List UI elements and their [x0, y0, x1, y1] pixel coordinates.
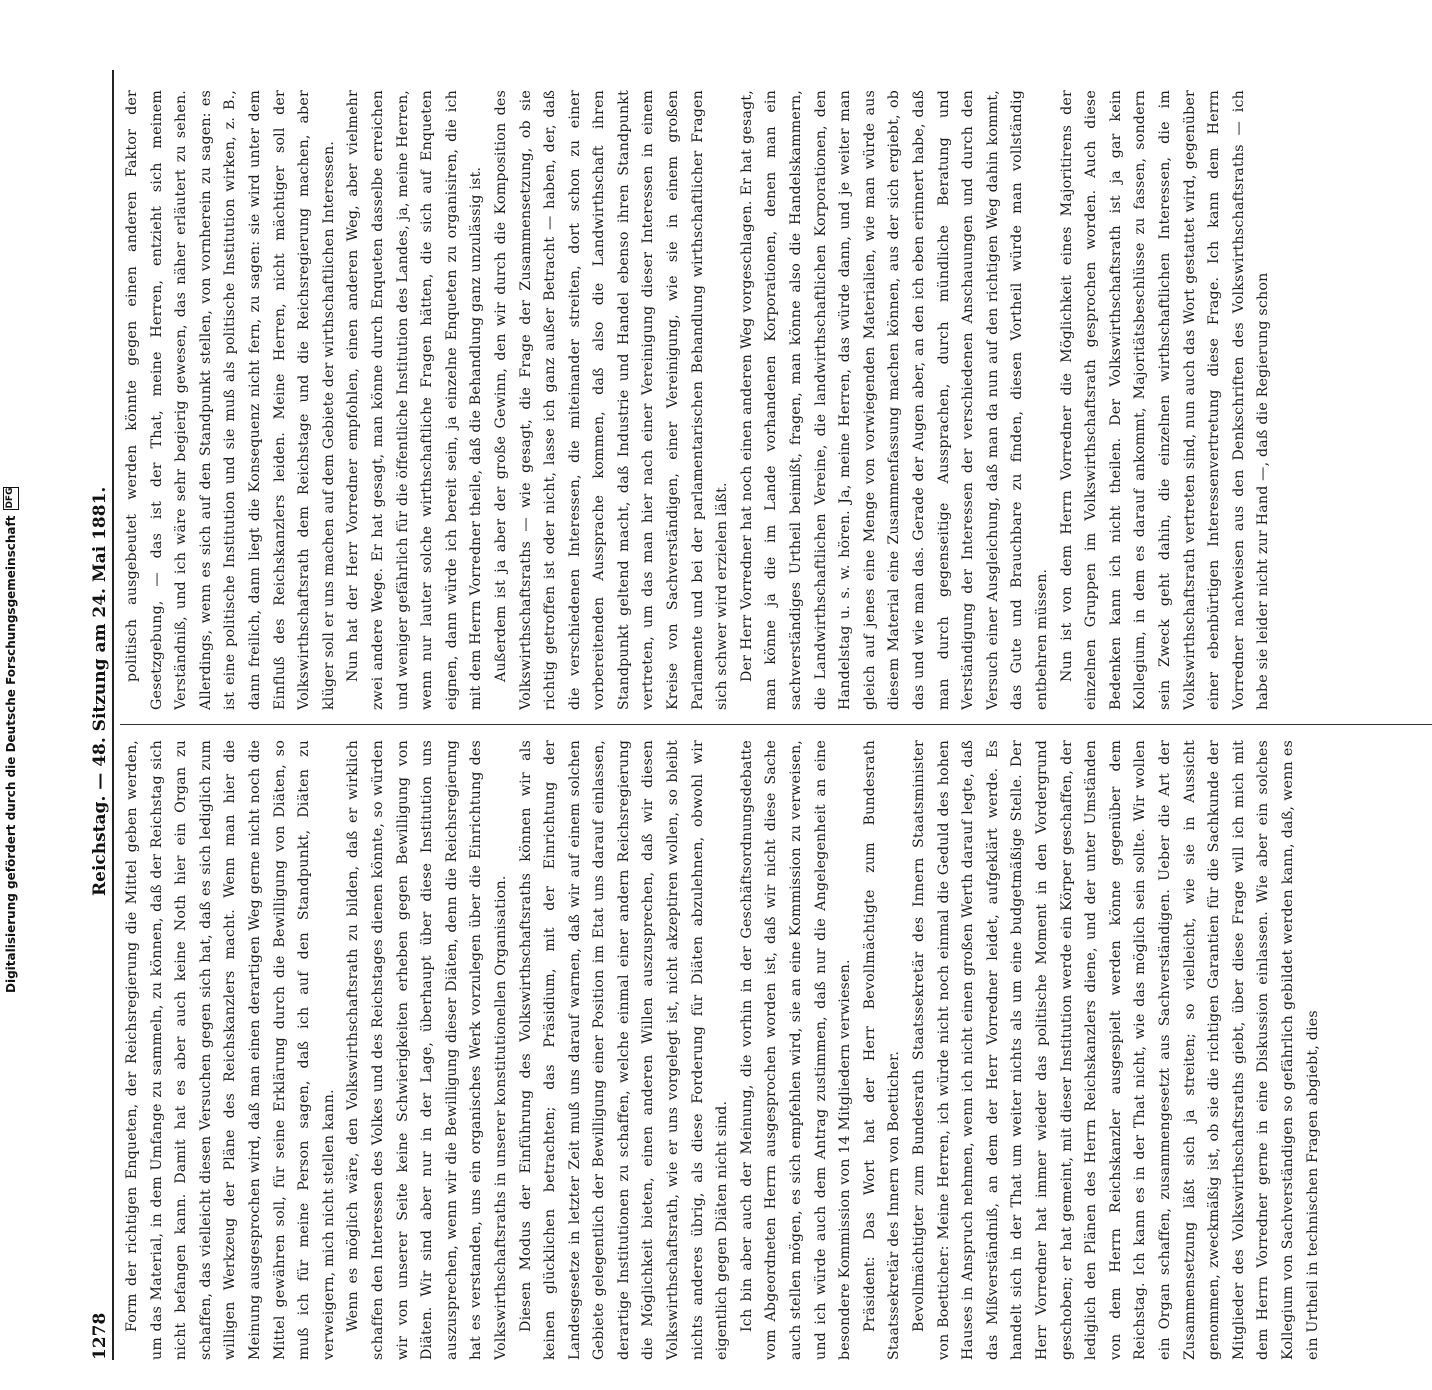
page-header: [88, 70, 114, 1360]
paragraph: Wenn es möglich wäre, den Volkswirthschaftsrath zu bilden, daß er wirklich schaffen den Interessen des Volkes und des Reichstages dienen könnte, so würden wir von unserer Seite keine Schwierigkeiten erheben gegen Bewilligung von Diäten. Wir sind aber nur in der Lage, überhaupt über diese Institution uns auszusprechen, wenn wir die Bewilligung dieser Diäten, denn die Reichsregierung hat es verstanden, uns ein organisches Werk vorzulegen über die Einrichtung des Volkswirthschaftsraths in unserer konstitutionellen Organisation.: [345, 740, 509, 1360]
paragraph: Präsident: Das Wort hat der Herr Bevollmächtigte zum Bundesrath Staatssekretär des Innern von Boetticher.: [861, 740, 903, 1360]
paragraph: Diesen Modus der Einführung des Volkswirthschaftsraths können wir als keinen glücklichen betrachten; das Präsidium, mit der Einrichtung der Landesgesetze in letzter Zeit muß uns darauf warnen, daß wir auf einem solchen Gebiete gelegentlich der Bewilligung einer Position im Etat uns darauf einlassen, derartige Institutionen zu schaffen, welche einmal einer andern Reichsregierung die Möglichkeit bieten, einen anderen Willen auszusprechen, daß wir diesen Volkswirthschaftsrath, wie er uns vorgelegt ist, nicht akzeptiren wollen, so bleibt nichts anderes übrig, als diese Forderung für Diäten abzulehnen, obwohl wir eigentlich gegen Diäten nicht sind.: [517, 740, 731, 1360]
paragraph: politisch ausgebeutet werden könnte gegen einen anderen Faktor der Gesetzgebung, — das ist der That, meine Herren, entzieht sich meinem Verständniß, und ich wäre sehr begierig gewesen, das näher erläutert zu sehen. Allerdings, wenn es sich auf den Standpunkt stellen, von vornherein zu sagen: es ist eine politische Institution und sie muß als politische Institution wirken, z. B., dann freilich, dann liegt die Konsequenz nicht fern, zu sagen: sie wird unter dem Einfluß des Reichskanzlers leiden. Meine Herren, nicht mächtiger soll der Volkswirthschaftsrath dem Reichstage und die Reichsregierung machen, aber klüger soll er uns machen auf dem Gebiete der wirthschaftlichen Interessen.: [124, 90, 337, 710]
paragraph: Bevollmächtigter zum Bundesrath Staatssekretär des Innern Staatsminister von Boetticher: Meine Herren, ich würde nicht noch einmal die Geduld des hohen Hauses in Anspruch nehmen, wenn ich nicht einen großen Werth darauf legte, daß das Mißverständniß, an dem der Herr Vorredner leidet, aufgeklärt werde. Es handelt sich in der That um weiter nichts als um eine budgetmäßige Stelle. Der Herr Vorredner hat immer wieder das politische Moment in den Vordergrund geschoben; er hat gemeint, mit dieser Institution werde ein Körper geschaffen, der lediglich den Plänen des Herrn Reichskanzlers diene, und der unter Umständen von dem Herrn Reichskanzler ausgespielt werden könne gegenüber dem Reichstag. Ich kann es in der That nicht, wie das möglich sein sollte. Wir wollen ein Organ schaffen, zusammengesetzt aus Sachverständigen. Ueber die Art der Zusammensetzung läßt sich ja streiten; so vielleicht, wie sie in Aussicht genommen, zweckmäßig ist, ob sie die richtigen Garantien für die Sachkunde der Mitglieder des Volkswirthschaftsraths giebt, über diese Frage will ich mich mit dem Herrn Vorredner gerne in eine Diskussion einlassen. Wie aber ein solches Kollegium von Sachverständigen so gefährlich gebildet werden kann, daß, wenn es ein Urtheil in technischen Fragen abgiebt, dies: [911, 740, 1321, 1360]
credit-text: Digitalisierung gefördert durch die Deutsche Forschungsgemeinschaft: [4, 515, 18, 993]
paragraph: Außerdem ist ja aber der große Gewinn, den wir durch die Komposition des Volkswirthschaftsraths — wie gesagt, die Frage der Zusammensetzung, ob sie richtig getroffen ist oder nicht, lasse ich ganz außer Betracht — haben, der, daß die verschiedenen Interessen, die miteinander streiten, dort schon zu einer vorbereitenden Aussprache kommen, daß also die Landwirthschaft ihren Standpunkt geltend macht, daß Industrie und Handel ebenso ihren Standpunkt vertreten, um das man hier nach einer Vereinigung dieser Interessen in einem Kreise von Sachverständigen, einer Vereinigung, wie sie in einem großen Parlamente und bei der parlamentarischen Behandlung wirthschaftlicher Fragen sich schwer wird erzielen läßt.: [492, 90, 731, 710]
paragraph: Der Herr Vorredner hat noch einen anderen Weg vorgeschlagen. Er hat gesagt, man könne ja die im Lande vorhandenen Korporationen, denen man ein sachverständiges Urtheil beimißt, fragen, man könne also die Handelskammern, die Landwirthschaftlichen Vereine, die landwirthschaftlichen Korporationen, den Handelstag u. s. w. hören. Ja, meine Herren, das würde dann, und je weiter man gleich auf jenes eine Menge von vorwiegenden Materialien, wie man würde aus diesem Material eine Zusammenfassung machen können, aus der sich ergiebt, ob das und wie man das. Gerade der Augen aber, an den ich eben erinnert habe, daß man durch gegenseitige Aussprachen, durch mündliche Beratung und Verständigung der Interessen der verschiedenen Anschauungen und durch den Versuch einer Ausgleichung, daß man da nun auf den richtigen Weg dahin kommt, das Gute und Brauchbare zu finden, diesen Vortheil würde man vollständig entbehren müssen.: [738, 90, 1050, 710]
page-number: 1278: [90, 1312, 110, 1360]
dfg-logo-icon: DFG: [3, 487, 19, 510]
paragraph: Nun ist von dem Herrn Vorredner die Möglichkeit eines Majoritirens der einzelnen Gruppen im Volkswirthschaftsrath gesprochen worden. Auch diese Bedenken kann ich nicht theilen. Der Volkswirthschaftsrath ist ja gar kein Kollegium, in dem es darauf ankommt, Majoritätsbeschlüsse zu fassen, sondern sein Zweck geht dahin, die einzelnen wirthschaftlichen Interessen, die im Volkswirthschaftsrath vertreten sind, nun auch das Wort gestattet wird, gegenüber einer ebenbürtigen Interessenvertretung diese Frage. Ich kann dem Herrn Vorredner nachweisen aus den Denkschriften des Volkswirthschaftsraths — ich habe sie leider nicht zur Hand —, daß die Regierung schon: [1058, 90, 1272, 710]
rotated-page: [80, 0, 1420, 1390]
session-title: Reichstag. — 48. Sitzung am 24. Mai 1881.: [90, 486, 110, 896]
left-column: [120, 740, 1432, 1360]
paragraph: Form der richtigen Enqueten, der Reichsregierung die Mittel geben werden, um das Material, in dem Umfange zu sammeln, zu können, daß der Reichstag sich nicht befangen kann. Damit hat es aber auch keine Noth hier ein Organ zu schaffen, das vielleicht diesen Versuchen gegen sich hat, daß es sich lediglich zum willigen Werkzeug der Pläne des Reichskanzlers macht. Wenn man hier die Meinung ausgesprochen wird, daß man einen derartigen Weg gerne nicht noch die Mittel gewähren soll, für seine Erklärung durch die Bewilligung von Diäten, so muß ich für meine Person sagen, daß ich auf den Standpunkt, Diäten zu verweigern, mich nicht stellen kann.: [124, 740, 337, 1360]
right-column: [120, 90, 1432, 710]
paragraph: Nun hat der Herr Vorredner empfohlen, einen anderen Weg, aber vielmehr zwei andere Wege. Er hat gesagt, man könne durch Enqueten dasselbe erreichen und weniger gefährlich für die öffentliche Institution des Landes, ja, meine Herren, wenn nur lauter solche wirthschaftliche Fragen hätten, die sich auf Enqueten eignen, dann würde ich bereit sein, ja einzelne Enqueten zu organisiren, die ich mit dem Herrn Vorredner theile, daß die Behandlung ganz unzulässig ist.: [345, 90, 485, 710]
column-divider: [120, 724, 1432, 725]
paragraph: Ich bin aber auch der Meinung, die vorhin in der Geschäftsordnungsdebatte vom Abgeordneten Herrn ausgesprochen worden ist, daß wir nicht diese Sache auch stellen mögen, es sich empfehlen wird, sie an eine Kommission zu verweisen, und ich würde auch dem Antrag zustimmen, daß nur die Angelegenheit an eine besondere Kommission von 14 Mitgliedern verwiesen.: [738, 740, 854, 1360]
digitization-credit: [0, 0, 20, 1000]
